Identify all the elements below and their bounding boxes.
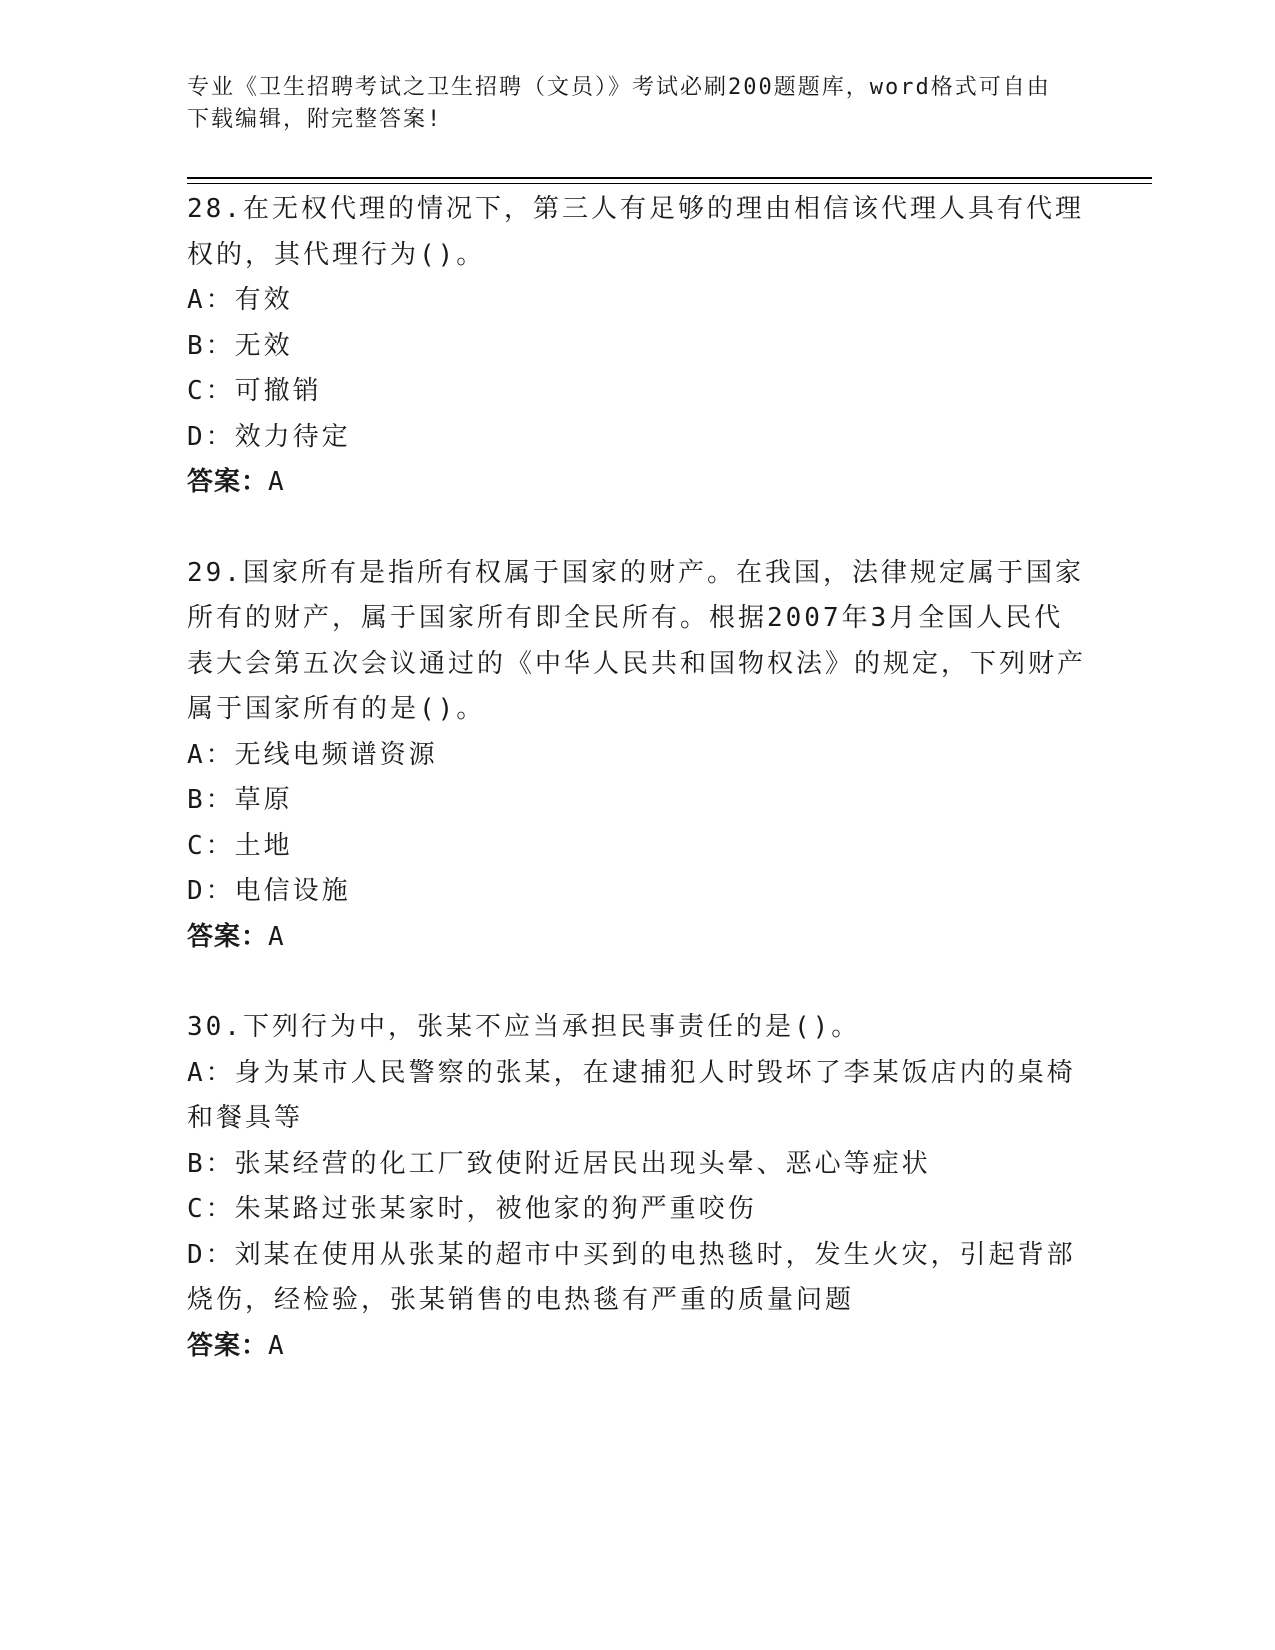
option-d: D：效力待定	[187, 421, 351, 452]
question-list	[187, 187, 1087, 1369]
answer-line	[187, 915, 1087, 961]
option-a: A：无线电频谱资源	[187, 739, 438, 770]
question-29	[187, 551, 1087, 961]
answer-line	[187, 1324, 1087, 1370]
option-a: A：有效	[187, 285, 293, 315]
answer-value: A	[268, 1330, 285, 1361]
option-c: C：土地	[187, 830, 293, 861]
header-rule-thin	[187, 183, 1152, 184]
question-stem: 29.国家所有是指所有权属于国家的财产。在我国，法律规定属于国家所有的财产，属于国家所有即全民所有。根据2007年3月全国人民代表大会第五次会议通过的《中华人民共和国物权法》的规定，下列财产属于国家所有的是()。	[187, 557, 1087, 724]
option-c: C：朱某路过张某家时，被他家的狗严重咬伤	[187, 1194, 757, 1224]
option-b: B：张某经营的化工厂致使附近居民出现头晕、恶心等症状	[187, 1148, 931, 1179]
question-stem: 28.在无权代理的情况下，第三人有足够的理由相信该代理人具有代理权的，其代理行为()。	[187, 194, 1084, 270]
option-b: B：草原	[187, 785, 293, 815]
option-d: D：刘某在使用从张某的超市中买到的电热毯时，发生火灾，引起背部烧伤，经检验，张某销售的电热毯有严重的质量问题	[187, 1239, 1076, 1315]
question-stem: 30.下列行为中，张某不应当承担民事责任的是()。	[187, 1012, 861, 1042]
option-c: C：可撤销	[187, 376, 322, 406]
answer-label: 答案：	[187, 1330, 269, 1361]
option-b: B：无效	[187, 330, 293, 361]
answer-value: A	[268, 921, 285, 952]
header-rule-thick	[187, 177, 1152, 179]
option-d: D：电信设施	[187, 876, 351, 906]
option-a: A：身为某市人民警察的张某，在逮捕犯人时毁坏了李某饭店内的桌椅和餐具等	[187, 1057, 1076, 1133]
question-30	[187, 1005, 1087, 1369]
answer-value: A	[268, 467, 285, 497]
page-header: 专业《卫生招聘考试之卫生招聘（文员）》考试必刷200题题库，word格式可自由下载编辑，附完整答案!	[187, 75, 1051, 132]
answer-label: 答案：	[187, 921, 269, 952]
answer-line	[187, 460, 1087, 506]
answer-label: 答案：	[187, 467, 269, 497]
question-28	[187, 187, 1087, 506]
